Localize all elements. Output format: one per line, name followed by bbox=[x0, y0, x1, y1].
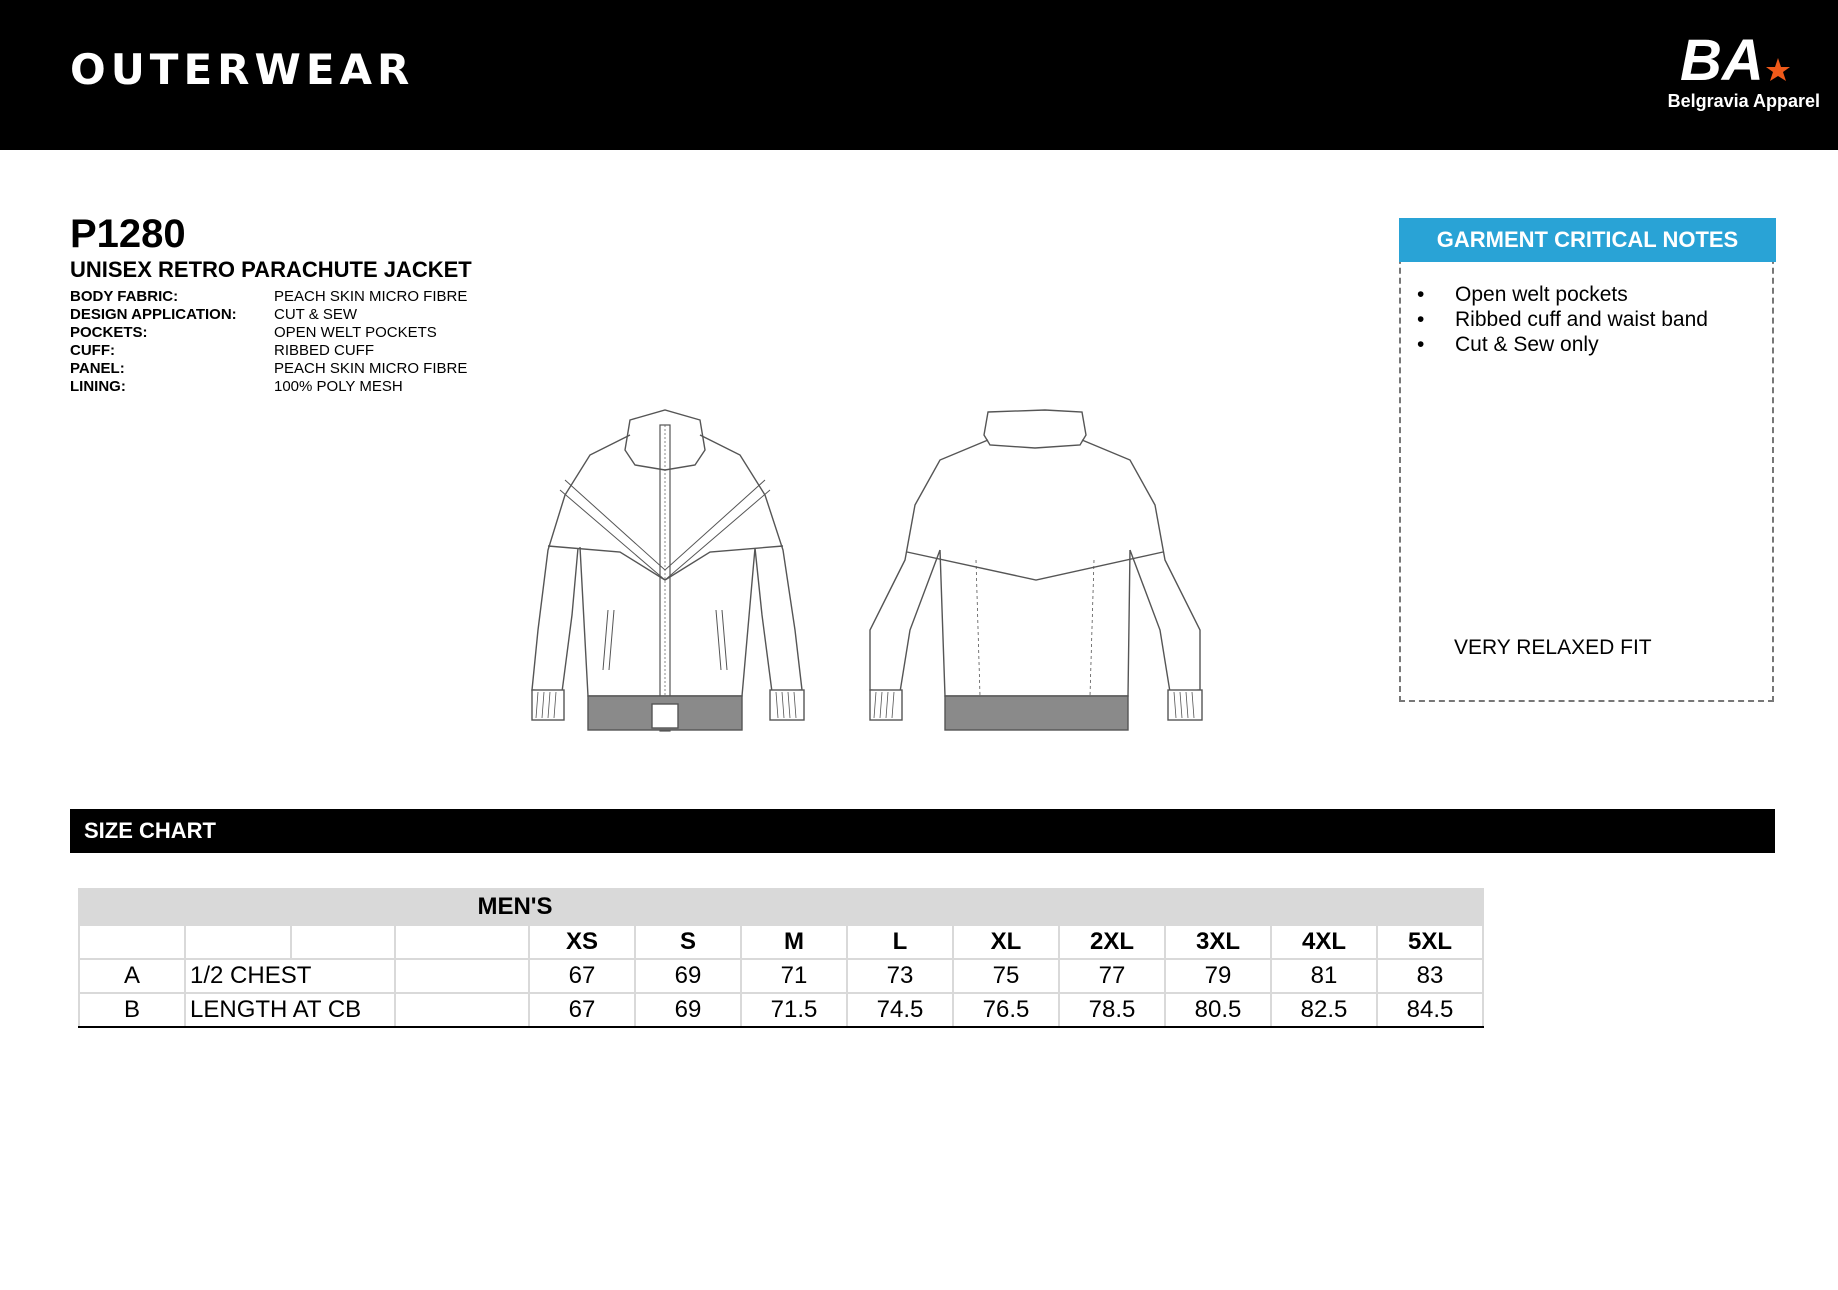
brand-logo-mark bbox=[1680, 28, 1800, 88]
table-cell: 69 bbox=[635, 959, 741, 993]
spec-row bbox=[70, 360, 467, 378]
spec-row bbox=[70, 378, 467, 396]
section-title: OUTERWEAR bbox=[70, 45, 415, 94]
table-cell: 84.5 bbox=[1377, 993, 1483, 1027]
spec-label: POCKETS: bbox=[70, 324, 148, 341]
spec-value: CUT & SEW bbox=[274, 306, 358, 323]
table-cell: 67 bbox=[529, 959, 635, 993]
spec-label: BODY FABRIC: bbox=[70, 288, 179, 305]
list-item bbox=[1417, 332, 1708, 357]
spec-list bbox=[70, 288, 467, 396]
note-text: Open welt pockets bbox=[1455, 283, 1628, 306]
size-header: M bbox=[741, 925, 847, 959]
table-cell: 74.5 bbox=[847, 993, 953, 1027]
group-label: MEN'S bbox=[395, 889, 635, 925]
spec-value: PEACH SKIN MICRO FIBRE bbox=[274, 360, 468, 377]
spec-row bbox=[70, 306, 467, 324]
table-cell: 73 bbox=[847, 959, 953, 993]
notes-title: GARMENT CRITICAL NOTES bbox=[1399, 218, 1776, 262]
brand-logo-letters: BA bbox=[1680, 28, 1764, 88]
size-chart-title: SIZE CHART bbox=[70, 809, 1775, 853]
bullet-icon: • bbox=[1417, 333, 1425, 356]
table-cell: 76.5 bbox=[953, 993, 1059, 1027]
spec-row bbox=[70, 288, 467, 306]
table-cell: 81 bbox=[1271, 959, 1377, 993]
jacket-back-view bbox=[870, 410, 1202, 730]
garment-notes-panel bbox=[1399, 218, 1774, 702]
spec-row bbox=[70, 324, 467, 342]
size-header: 5XL bbox=[1377, 925, 1483, 959]
table-cell: 71.5 bbox=[741, 993, 847, 1027]
product-code: P1280 bbox=[70, 212, 186, 256]
table-cell: 78.5 bbox=[1059, 993, 1165, 1027]
table-row bbox=[79, 993, 1483, 1027]
table-cell: 80.5 bbox=[1165, 993, 1271, 1027]
size-header: 4XL bbox=[1271, 925, 1377, 959]
page-header bbox=[0, 0, 1838, 150]
measure-code: B bbox=[79, 993, 185, 1027]
table-cell: 67 bbox=[529, 993, 635, 1027]
note-text: Ribbed cuff and waist band bbox=[1455, 308, 1708, 331]
jacket-front-view bbox=[532, 410, 804, 731]
spec-value: PEACH SKIN MICRO FIBRE bbox=[274, 288, 468, 305]
note-text: Cut & Sew only bbox=[1455, 333, 1599, 356]
list-item bbox=[1417, 282, 1708, 307]
spec-row bbox=[70, 342, 467, 360]
table-cell: 83 bbox=[1377, 959, 1483, 993]
table-header-row bbox=[79, 925, 1483, 959]
brand-name: Belgravia Apparel bbox=[1667, 91, 1820, 111]
notes-list bbox=[1417, 282, 1708, 357]
garment-technical-drawing bbox=[500, 400, 1210, 740]
product-name: UNISEX RETRO PARACHUTE JACKET bbox=[70, 257, 472, 282]
measure-name: 1/2 CHEST bbox=[185, 959, 395, 993]
bullet-icon: • bbox=[1417, 283, 1425, 306]
size-header: S bbox=[635, 925, 741, 959]
size-header: L bbox=[847, 925, 953, 959]
spec-label: DESIGN APPLICATION: bbox=[70, 306, 237, 323]
table-cell: 79 bbox=[1165, 959, 1271, 993]
spec-label: PANEL: bbox=[70, 360, 125, 377]
fit-note: VERY RELAXED FIT bbox=[1454, 636, 1652, 659]
bullet-icon: • bbox=[1417, 308, 1425, 331]
size-chart-table bbox=[78, 888, 1484, 1028]
table-cell: 71 bbox=[741, 959, 847, 993]
table-cell: 77 bbox=[1059, 959, 1165, 993]
spec-label: LINING: bbox=[70, 378, 126, 395]
size-header: XS bbox=[529, 925, 635, 959]
brand-star-icon bbox=[1766, 58, 1790, 81]
size-header: 2XL bbox=[1059, 925, 1165, 959]
measure-name: LENGTH AT CB bbox=[185, 993, 395, 1027]
table-group-row bbox=[79, 889, 1483, 925]
table-cell: 82.5 bbox=[1271, 993, 1377, 1027]
table-cell: 75 bbox=[953, 959, 1059, 993]
list-item bbox=[1417, 307, 1708, 332]
brand-logo bbox=[1640, 28, 1820, 118]
size-header: XL bbox=[953, 925, 1059, 959]
size-header: 3XL bbox=[1165, 925, 1271, 959]
spec-value: OPEN WELT POCKETS bbox=[274, 324, 437, 341]
table-row bbox=[79, 959, 1483, 993]
spec-value: 100% POLY MESH bbox=[274, 378, 403, 395]
measure-code: A bbox=[79, 959, 185, 993]
table-cell: 69 bbox=[635, 993, 741, 1027]
spec-value: RIBBED CUFF bbox=[274, 342, 375, 359]
spec-label: CUFF: bbox=[70, 342, 115, 359]
